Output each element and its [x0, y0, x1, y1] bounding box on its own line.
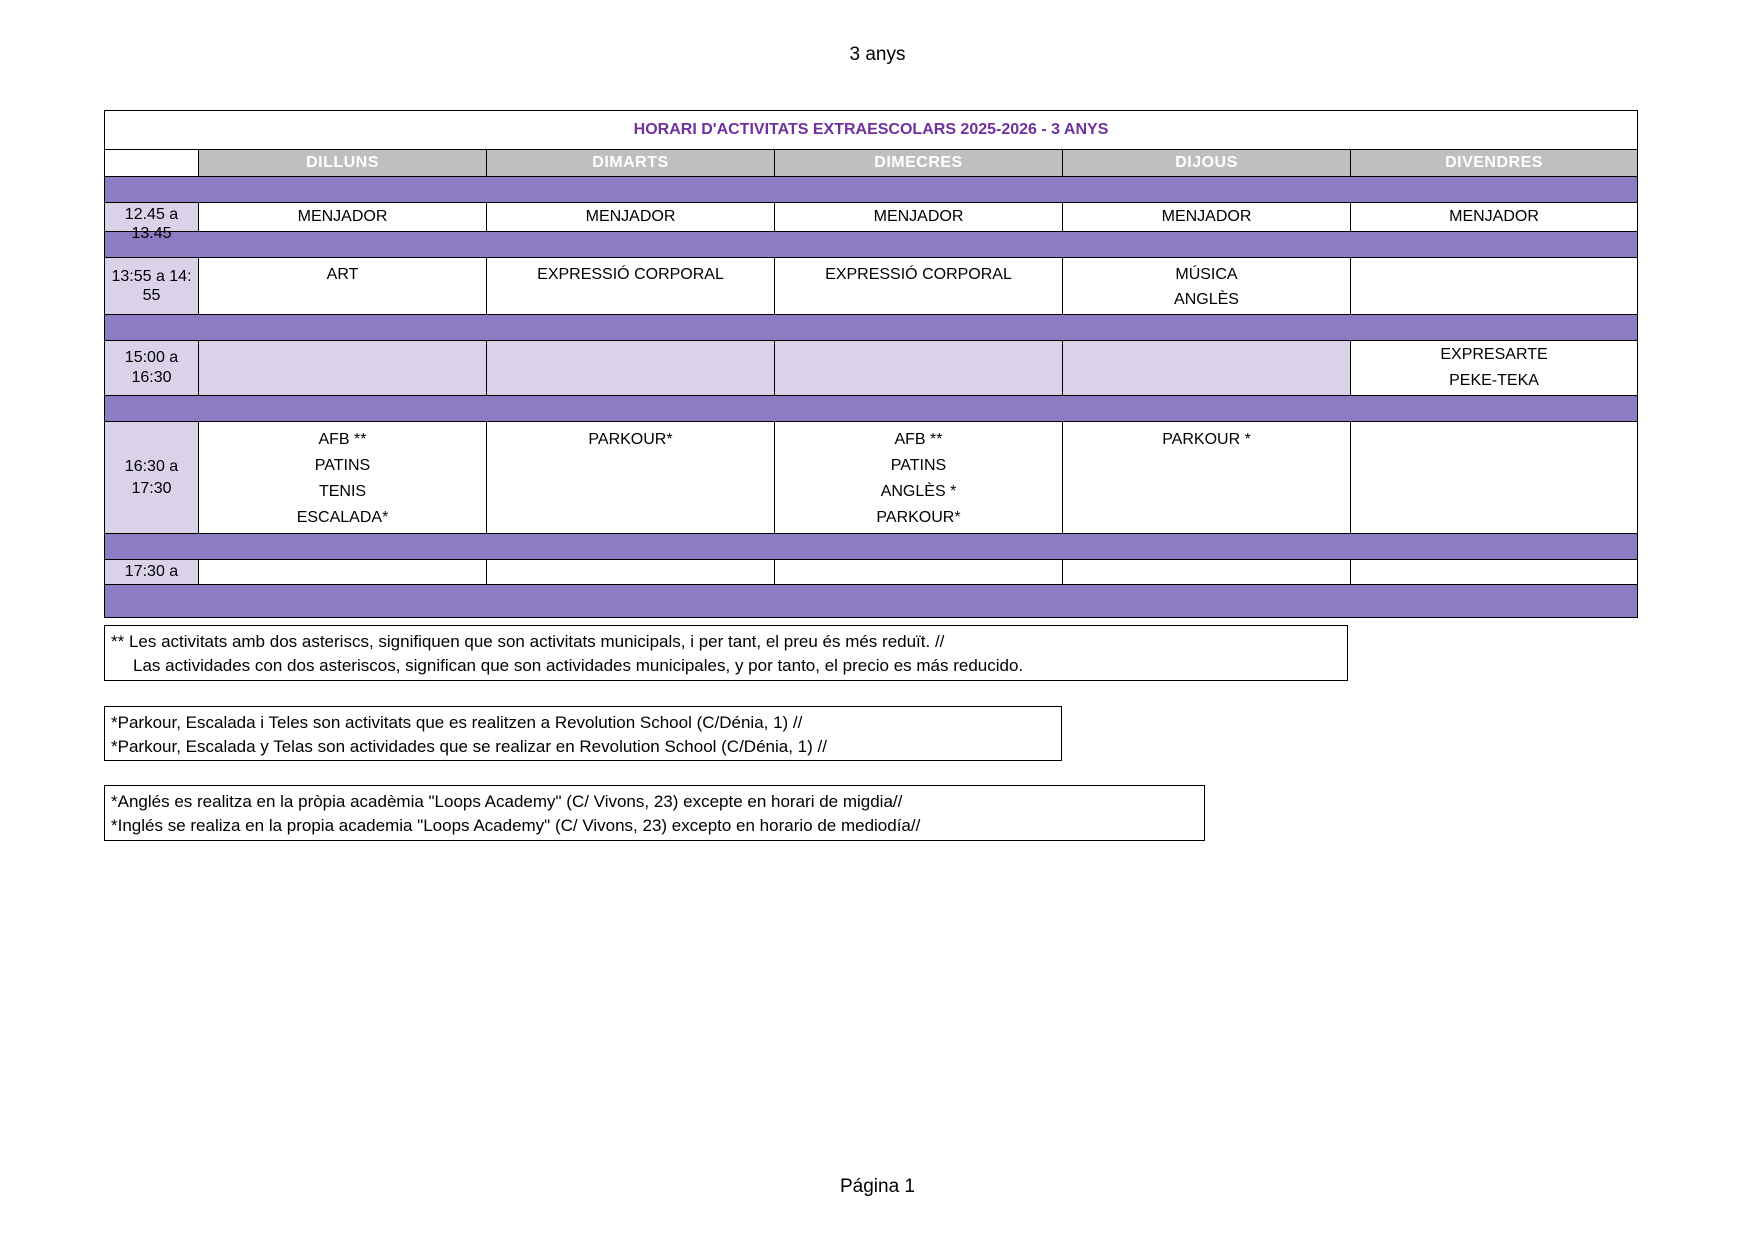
activity-line: PEKE-TEKA	[1449, 372, 1539, 389]
cell-dimecres-menjador: MENJADOR	[775, 203, 1063, 232]
separator-band-row	[105, 315, 1638, 341]
time-line-2-clipped: 13.45	[131, 225, 172, 242]
separator-band-row	[105, 396, 1638, 422]
cell-dimarts-empty	[487, 560, 775, 585]
note-line-spanish: *Parkour, Escalada y Telas son actividades que se realizar en Revolution School (C/Dénia, 1) //	[111, 737, 827, 756]
time-line-2: 16:30	[131, 369, 172, 386]
note-line-spanish: Las actividades con dos asteriscos, significan que son actividades municipales, y por tanto, el precio es más reducido.	[133, 656, 1024, 675]
cell-dijous-musica-angles	[1063, 258, 1351, 315]
row-1245-menjador	[105, 203, 1638, 232]
time-column-header-blank	[105, 150, 199, 177]
sheet-tab-label: 3 anys	[849, 44, 906, 65]
note-revolution-school	[104, 706, 1062, 761]
cell-dijous-parkour: PARKOUR *	[1063, 422, 1351, 534]
cell-dimecres-expressio: EXPRESSIÓ CORPORAL	[775, 258, 1063, 315]
time-line-1: 13:55 a 14:	[111, 268, 192, 285]
row-1355-migdia	[105, 258, 1638, 315]
title-row	[105, 111, 1638, 150]
time-line-1: 12.45 a	[124, 206, 179, 223]
activity-line: PATINS	[314, 457, 371, 474]
day-header-dilluns: DILLUNS	[199, 150, 487, 177]
note-line-catalan: *Parkour, Escalada i Teles son activitats que es realitzen a Revolution School (C/Dénia, 1) //	[111, 713, 803, 732]
note-loops-academy	[104, 785, 1205, 841]
schedule-table	[104, 110, 1638, 618]
cell-divendres-empty	[1351, 560, 1638, 585]
separator-band	[105, 232, 1638, 258]
day-header-dijous: DIJOUS	[1063, 150, 1351, 177]
activity-line: ANGLÈS	[1174, 291, 1239, 308]
page-number: Página 1	[839, 1176, 915, 1197]
schedule-title: HORARI D'ACTIVITATS EXTRAESCOLARS 2025-2026 - 3 ANYS	[105, 111, 1638, 150]
time-label-1500	[105, 341, 199, 396]
time-label-1630	[105, 422, 199, 534]
separator-band	[105, 396, 1638, 422]
activity-line: ANGLÈS *	[880, 483, 957, 500]
activity-line: TENIS	[318, 483, 367, 500]
time-label-1355	[105, 258, 199, 315]
cell-dijous-empty	[1063, 560, 1351, 585]
row-1630-extraescolars	[105, 422, 1638, 534]
day-header-dimecres: DIMECRES	[775, 150, 1063, 177]
cell-divendres-empty	[1351, 422, 1638, 534]
cell-dimarts-parkour: PARKOUR*	[487, 422, 775, 534]
cell-divendres-expresarte	[1351, 341, 1638, 396]
row-1500-vesprada	[105, 341, 1638, 396]
day-header-row	[105, 150, 1638, 177]
cell-dimecres-activities	[775, 422, 1063, 534]
cell-dilluns-shaded-empty	[199, 341, 487, 396]
cell-dijous-menjador: MENJADOR	[1063, 203, 1351, 232]
cell-dimarts-menjador: MENJADOR	[487, 203, 775, 232]
cell-dimecres-shaded-empty	[775, 341, 1063, 396]
cell-dilluns-menjador: MENJADOR	[199, 203, 487, 232]
time-line-1: 15:00 a	[124, 349, 179, 366]
activity-line: MÚSICA	[1175, 266, 1238, 283]
time-line-2: 17:30	[131, 479, 172, 497]
note-line-catalan: ** Les activitats amb dos asteriscs, signifiquen que son activitats municipals, i per tant, el preu és més reduït. //	[111, 632, 945, 651]
separator-band	[105, 177, 1638, 203]
activity-line: EXPRESARTE	[1440, 346, 1548, 363]
separator-band	[105, 585, 1638, 618]
cell-divendres-empty	[1351, 258, 1638, 315]
activity-line: AFB **	[894, 431, 943, 448]
cell-dimarts-expressio: EXPRESSIÓ CORPORAL	[487, 258, 775, 315]
cell-dilluns-empty	[199, 560, 487, 585]
note-line-spanish: *Inglés se realiza en la propia academia "Loops Academy" (C/ Vivons, 23) excepto en horario de mediodía//	[111, 816, 921, 835]
cell-dilluns-art: ART	[199, 258, 487, 315]
cell-divendres-menjador: MENJADOR	[1351, 203, 1638, 232]
time-line-2: 55	[142, 287, 161, 304]
day-header-dimarts: DIMARTS	[487, 150, 775, 177]
separator-band-row	[105, 232, 1638, 258]
cell-dimecres-empty	[775, 560, 1063, 585]
cell-dimarts-shaded-empty	[487, 341, 775, 396]
note-line-catalan: *Anglés es realitza en la pròpia acadèmia "Loops Academy" (C/ Vivons, 23) excepte en horari de migdia//	[111, 792, 903, 811]
cell-dilluns-activities	[199, 422, 487, 534]
separator-band-row	[105, 177, 1638, 203]
activity-line: PARKOUR*	[876, 509, 961, 526]
activity-line: PATINS	[890, 457, 947, 474]
day-header-divendres: DIVENDRES	[1351, 150, 1638, 177]
separator-band-row	[105, 534, 1638, 560]
cell-dijous-shaded-empty	[1063, 341, 1351, 396]
note-municipal-activities	[104, 625, 1348, 681]
activity-line: ESCALADA*	[296, 509, 389, 526]
separator-band	[105, 534, 1638, 560]
separator-band	[105, 315, 1638, 341]
row-1730	[105, 560, 1638, 585]
activity-line: AFB **	[318, 431, 367, 448]
separator-band-row-last	[105, 585, 1638, 618]
time-line-1: 16:30 a	[124, 457, 179, 475]
time-label-1245	[105, 203, 199, 242]
time-label-1730: 17:30 a	[105, 560, 199, 585]
